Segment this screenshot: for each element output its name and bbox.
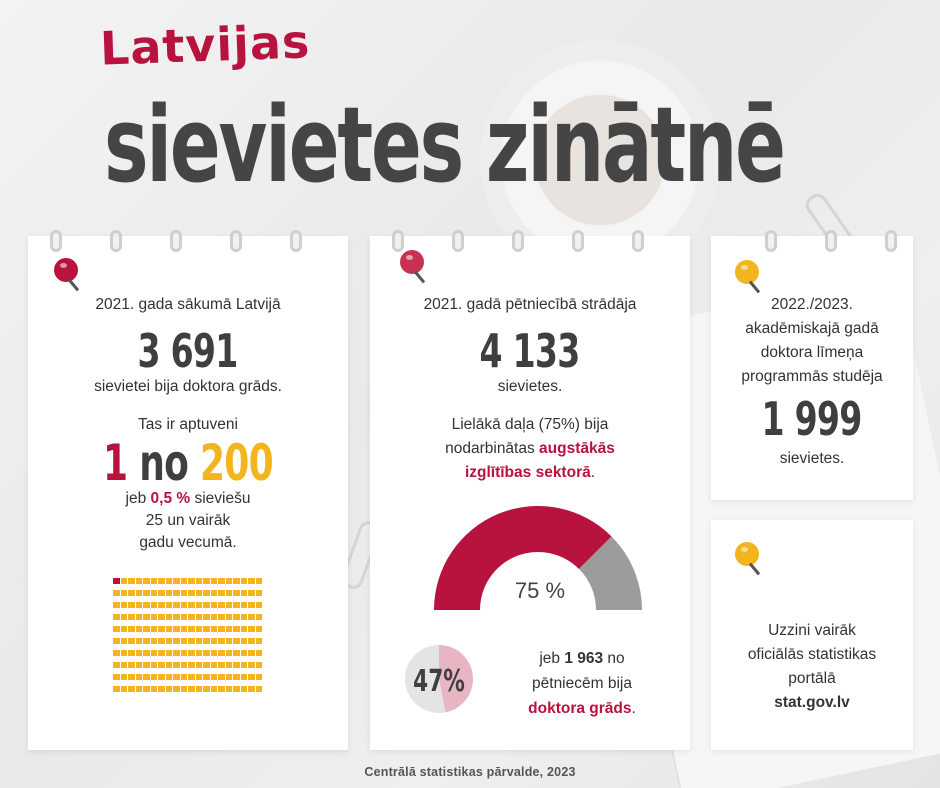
card1-line3: Tas ir aptuveni bbox=[138, 416, 238, 433]
stat-portal-link[interactable]: stat.gov.lv bbox=[774, 694, 850, 711]
card2-pie-text: jeb 1 963 no pētniecēm bija doktora grāds. bbox=[528, 650, 636, 717]
dot-cell bbox=[233, 686, 240, 692]
dot-cell bbox=[248, 626, 255, 632]
dot-cell bbox=[173, 578, 180, 584]
dot-cell bbox=[241, 614, 248, 620]
dot-cell bbox=[248, 602, 255, 608]
dot-cell bbox=[188, 626, 195, 632]
dot-cell bbox=[158, 674, 165, 680]
dot-cell bbox=[203, 674, 210, 680]
dot-cell bbox=[121, 626, 128, 632]
dot-cell bbox=[256, 686, 263, 692]
dot-cell bbox=[211, 626, 218, 632]
dot-cell bbox=[166, 674, 173, 680]
card3-line4: programmās studēja bbox=[741, 368, 883, 385]
dot-cell bbox=[188, 614, 195, 620]
dot-cell bbox=[211, 662, 218, 668]
dot-cell bbox=[166, 590, 173, 596]
dot-cell bbox=[181, 650, 188, 656]
dot-cell bbox=[136, 638, 143, 644]
card2-line3: Lielākā daļa (75%) bija bbox=[451, 416, 609, 433]
dot-cell bbox=[248, 674, 255, 680]
dot-cell bbox=[173, 674, 180, 680]
dot-cell bbox=[196, 602, 203, 608]
dot-cell bbox=[158, 662, 165, 668]
dot-cell bbox=[233, 590, 240, 596]
dot-cell bbox=[241, 602, 248, 608]
dot-cell bbox=[121, 578, 128, 584]
dot-cell bbox=[151, 638, 158, 644]
card3-line1: 2022./2023. bbox=[771, 296, 853, 313]
dot-cell bbox=[211, 686, 218, 692]
dot-cell bbox=[226, 674, 233, 680]
dot-cell bbox=[203, 650, 210, 656]
dot-cell bbox=[143, 602, 150, 608]
dot-cell bbox=[203, 638, 210, 644]
dot-cell bbox=[188, 578, 195, 584]
dot-cell bbox=[196, 674, 203, 680]
dot-cell bbox=[173, 662, 180, 668]
dot-cell bbox=[143, 626, 150, 632]
dot-cell bbox=[188, 686, 195, 692]
dot-cell bbox=[226, 578, 233, 584]
dot-cell bbox=[211, 638, 218, 644]
dot-cell bbox=[158, 638, 165, 644]
card2-line2: sievietes. bbox=[497, 378, 563, 395]
dot-cell bbox=[136, 578, 143, 584]
dot-cell bbox=[203, 626, 210, 632]
dot-cell bbox=[233, 578, 240, 584]
dot-grid-row bbox=[113, 600, 263, 612]
dot-cell bbox=[233, 638, 240, 644]
dot-cell bbox=[113, 662, 120, 668]
dot-grid-row bbox=[113, 648, 263, 660]
dot-cell bbox=[143, 638, 150, 644]
dot-cell bbox=[248, 578, 255, 584]
dot-cell bbox=[233, 602, 240, 608]
card1-line2: sievietei bija doktora grāds. bbox=[94, 378, 282, 395]
dot-cell bbox=[151, 590, 158, 596]
dot-cell bbox=[211, 674, 218, 680]
percent-highlight: 0,5 % bbox=[150, 490, 191, 507]
card-doctoral-students bbox=[711, 236, 913, 500]
dot-cell bbox=[121, 602, 128, 608]
dot-cell bbox=[113, 626, 120, 632]
dot-cell bbox=[218, 686, 225, 692]
dot-cell bbox=[196, 626, 203, 632]
dot-cell bbox=[158, 614, 165, 620]
dot-grid-row bbox=[113, 612, 263, 624]
dot-cell bbox=[188, 662, 195, 668]
dot-cell bbox=[226, 662, 233, 668]
dot-grid-row bbox=[113, 672, 263, 684]
dot-cell bbox=[196, 662, 203, 668]
dot-cell bbox=[158, 578, 165, 584]
dot-cell bbox=[196, 638, 203, 644]
dot-cell-highlighted bbox=[113, 578, 120, 584]
dot-cell bbox=[226, 614, 233, 620]
dot-cell bbox=[151, 674, 158, 680]
dot-cell bbox=[121, 674, 128, 680]
dot-cell bbox=[196, 650, 203, 656]
dot-cell bbox=[173, 650, 180, 656]
dot-cell bbox=[203, 578, 210, 584]
ratio-no: no bbox=[139, 434, 189, 492]
dot-cell bbox=[226, 650, 233, 656]
dot-cell bbox=[158, 590, 165, 596]
dot-cell bbox=[136, 662, 143, 668]
dot-cell bbox=[151, 650, 158, 656]
dot-cell bbox=[128, 626, 135, 632]
dot-cell bbox=[181, 590, 188, 596]
dot-cell bbox=[211, 614, 218, 620]
dot-cell bbox=[158, 602, 165, 608]
dot-cell bbox=[248, 650, 255, 656]
dot-cell bbox=[166, 638, 173, 644]
dot-cell bbox=[151, 602, 158, 608]
dot-cell bbox=[211, 650, 218, 656]
dot-grid-row bbox=[113, 636, 263, 648]
dot-cell bbox=[136, 686, 143, 692]
gauge-label: 75 % bbox=[514, 578, 566, 603]
dot-cell bbox=[218, 614, 225, 620]
dot-cell bbox=[136, 626, 143, 632]
card2-line5: izglītības sektorā. bbox=[464, 464, 596, 481]
dot-cell bbox=[241, 662, 248, 668]
dot-cell bbox=[143, 578, 150, 584]
dot-cell bbox=[136, 602, 143, 608]
dot-cell bbox=[211, 590, 218, 596]
card-women-researchers bbox=[370, 236, 690, 750]
dot-cell bbox=[256, 638, 263, 644]
dot-cell bbox=[181, 638, 188, 644]
dot-cell bbox=[218, 650, 225, 656]
dot-cell bbox=[203, 662, 210, 668]
dot-cell bbox=[113, 614, 120, 620]
dot-cell bbox=[166, 662, 173, 668]
dot-cell bbox=[241, 638, 248, 644]
pie-label: 47% bbox=[413, 664, 465, 700]
dot-cell bbox=[181, 614, 188, 620]
dot-cell bbox=[218, 578, 225, 584]
dot-cell bbox=[218, 602, 225, 608]
dot-cell bbox=[218, 662, 225, 668]
dot-cell bbox=[203, 614, 210, 620]
dot-cell bbox=[121, 614, 128, 620]
dot-cell bbox=[256, 590, 263, 596]
pushpin-icon bbox=[54, 258, 84, 298]
dot-cell bbox=[173, 590, 180, 596]
dot-cell bbox=[248, 590, 255, 596]
card4-line2: oficiālās statistikas bbox=[747, 646, 877, 663]
dot-cell bbox=[151, 686, 158, 692]
dot-cell bbox=[218, 638, 225, 644]
dot-cell bbox=[128, 578, 135, 584]
dot-cell bbox=[143, 590, 150, 596]
dot-cell bbox=[233, 674, 240, 680]
dot-cell bbox=[173, 686, 180, 692]
dot-cell bbox=[226, 638, 233, 644]
dot-cell bbox=[136, 614, 143, 620]
ratio-two: 200 bbox=[199, 434, 273, 492]
card3-line5: sievietes. bbox=[779, 450, 845, 467]
dot-cell bbox=[128, 614, 135, 620]
card4-line3: portālā bbox=[788, 670, 836, 687]
dot-cell bbox=[166, 650, 173, 656]
notebook-rings bbox=[711, 230, 913, 254]
dot-cell bbox=[113, 686, 120, 692]
dot-cell bbox=[151, 626, 158, 632]
dot-cell bbox=[241, 590, 248, 596]
dot-grid-row bbox=[113, 684, 263, 696]
dot-cell bbox=[196, 590, 203, 596]
dot-cell bbox=[113, 602, 120, 608]
dot-cell bbox=[128, 602, 135, 608]
dot-cell bbox=[196, 614, 203, 620]
dot-cell bbox=[248, 662, 255, 668]
dot-cell bbox=[113, 650, 120, 656]
dot-cell bbox=[196, 578, 203, 584]
dot-cell bbox=[256, 626, 263, 632]
dot-cell bbox=[188, 590, 195, 596]
dot-cell bbox=[226, 686, 233, 692]
dot-cell bbox=[121, 590, 128, 596]
pushpin-icon bbox=[400, 250, 430, 290]
dot-cell bbox=[143, 686, 150, 692]
dot-cell bbox=[113, 590, 120, 596]
dot-cell bbox=[226, 602, 233, 608]
dot-cell bbox=[136, 650, 143, 656]
dot-cell bbox=[136, 590, 143, 596]
dot-cell bbox=[128, 662, 135, 668]
gauge-chart bbox=[428, 502, 648, 616]
dot-cell bbox=[181, 626, 188, 632]
dot-cell bbox=[241, 650, 248, 656]
dot-cell bbox=[128, 674, 135, 680]
dot-cell bbox=[203, 590, 210, 596]
ratio-1-of-200 bbox=[28, 434, 348, 492]
dot-cell bbox=[173, 638, 180, 644]
dot-cell bbox=[166, 686, 173, 692]
dot-cell bbox=[256, 602, 263, 608]
dot-grid-row bbox=[113, 576, 263, 588]
dot-cell bbox=[233, 650, 240, 656]
dot-cell bbox=[256, 578, 263, 584]
card2-line4: nodarbinātas augstākās bbox=[445, 440, 615, 457]
card3-line3: doktora līmeņa bbox=[760, 344, 864, 361]
dot-cell bbox=[233, 626, 240, 632]
card3-line2: akadēmiskajā gadā bbox=[745, 320, 879, 337]
ratio-one: 1 bbox=[103, 434, 128, 492]
dot-cell bbox=[113, 638, 120, 644]
dot-cell bbox=[241, 674, 248, 680]
dot-cell bbox=[241, 578, 248, 584]
dot-cell bbox=[181, 686, 188, 692]
dot-cell bbox=[241, 626, 248, 632]
dot-cell bbox=[218, 674, 225, 680]
dot-cell bbox=[248, 614, 255, 620]
dot-cell bbox=[256, 674, 263, 680]
card3-number: 1 999 bbox=[761, 392, 863, 446]
card1-number: 3 691 bbox=[137, 324, 239, 378]
dot-cell bbox=[173, 614, 180, 620]
title-main: sievietes zinātnē bbox=[104, 84, 784, 206]
dot-cell bbox=[158, 626, 165, 632]
dot-cell bbox=[166, 626, 173, 632]
dot-cell bbox=[256, 650, 263, 656]
card-learn-more bbox=[711, 520, 913, 750]
dot-grid-row bbox=[113, 660, 263, 672]
dot-cell bbox=[211, 578, 218, 584]
dot-cell bbox=[151, 614, 158, 620]
dot-grid-row bbox=[113, 588, 263, 600]
dot-cell bbox=[256, 662, 263, 668]
dot-cell bbox=[173, 602, 180, 608]
card1-line6: gadu vecumā. bbox=[139, 534, 237, 551]
dot-cell bbox=[166, 602, 173, 608]
dot-cell bbox=[143, 614, 150, 620]
dot-cell bbox=[136, 674, 143, 680]
dot-cell bbox=[113, 674, 120, 680]
dot-cell bbox=[121, 650, 128, 656]
dot-cell bbox=[143, 674, 150, 680]
dot-grid-row bbox=[113, 624, 263, 636]
card2-number: 4 133 bbox=[479, 324, 581, 378]
card2-line1: 2021. gadā pētniecībā strādāja bbox=[423, 296, 637, 313]
dot-cell bbox=[188, 602, 195, 608]
pie-chart-doctoral bbox=[404, 644, 474, 714]
title-latvijas: Latvijas bbox=[99, 14, 312, 76]
dot-cell bbox=[203, 686, 210, 692]
notebook-rings bbox=[28, 230, 348, 254]
dot-cell bbox=[248, 638, 255, 644]
footer-source: Centrālā statistikas pārvalde, 2023 bbox=[364, 765, 576, 779]
dot-cell bbox=[248, 686, 255, 692]
dot-cell bbox=[218, 590, 225, 596]
dot-cell bbox=[173, 626, 180, 632]
dot-cell bbox=[226, 626, 233, 632]
dot-cell bbox=[143, 662, 150, 668]
dot-cell bbox=[181, 602, 188, 608]
dot-cell bbox=[218, 626, 225, 632]
dot-cell bbox=[226, 590, 233, 596]
dot-cell bbox=[188, 674, 195, 680]
dot-cell bbox=[128, 650, 135, 656]
dot-cell bbox=[203, 602, 210, 608]
dot-cell bbox=[181, 662, 188, 668]
card1-line1: 2021. gada sākumā Latvijā bbox=[95, 296, 281, 313]
dot-cell bbox=[128, 686, 135, 692]
dot-cell bbox=[121, 686, 128, 692]
dot-cell bbox=[241, 686, 248, 692]
dot-cell bbox=[233, 662, 240, 668]
dot-cell bbox=[151, 578, 158, 584]
dot-cell bbox=[166, 578, 173, 584]
pushpin-icon bbox=[735, 542, 765, 582]
dot-cell bbox=[188, 650, 195, 656]
dot-cell bbox=[121, 662, 128, 668]
card1-line4: jeb 0,5 % sieviešu bbox=[125, 490, 251, 507]
dot-cell bbox=[158, 650, 165, 656]
dot-cell bbox=[196, 686, 203, 692]
dot-cell bbox=[128, 590, 135, 596]
dot-cell bbox=[233, 614, 240, 620]
dot-cell bbox=[166, 614, 173, 620]
dot-cell bbox=[158, 686, 165, 692]
dot-cell bbox=[181, 674, 188, 680]
dot-cell bbox=[188, 638, 195, 644]
dot-cell bbox=[211, 602, 218, 608]
dot-cell bbox=[121, 638, 128, 644]
dot-cell bbox=[181, 578, 188, 584]
dot-cell bbox=[151, 662, 158, 668]
dot-cell bbox=[128, 638, 135, 644]
card4-line1: Uzzini vairāk bbox=[768, 622, 856, 639]
card1-line5: 25 un vairāk bbox=[145, 512, 231, 529]
dot-grid-1-of-200 bbox=[113, 576, 263, 696]
dot-cell bbox=[143, 650, 150, 656]
dot-cell bbox=[256, 614, 263, 620]
